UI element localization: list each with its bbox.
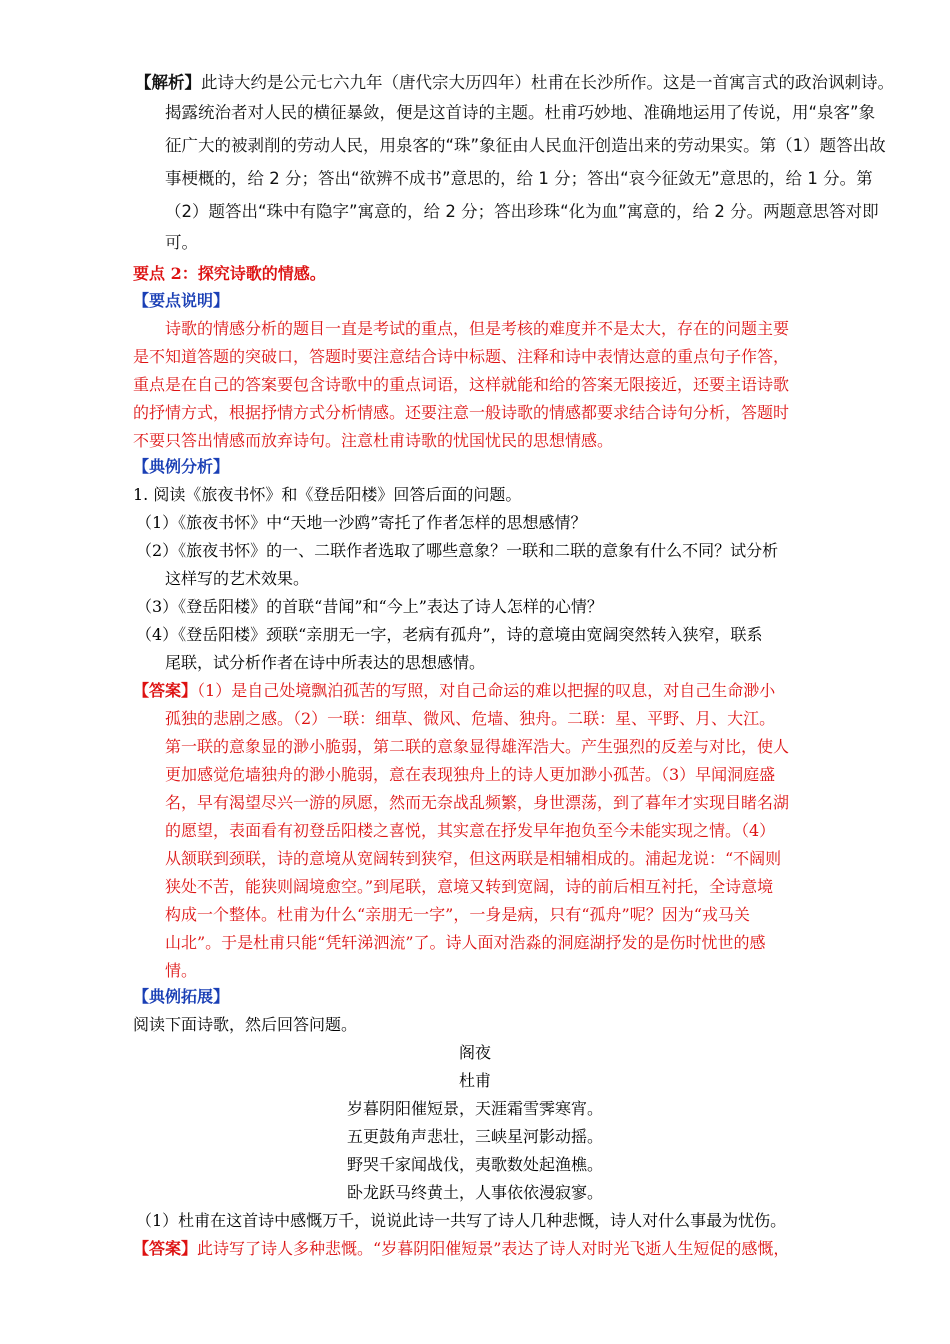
question-intro: 1. 阅读《旅夜书怀》和《登岳阳楼》回答后面的问题。	[133, 485, 522, 504]
question-4-line-1: （4）《登岳阳楼》颈联“亲朋无一字，老病有孤舟”，诗的意境由宽阔突然转入狭窄，联系	[136, 625, 763, 644]
shuoming-line-2: 是不知道答题的突破口，答题时要注意结合诗中标题、注释和诗中表情达意的重点句子作答，	[133, 347, 790, 366]
tuozhan-intro: 阅读下面诗歌，然后回答问题。	[133, 1015, 358, 1034]
answer-line-1: 【答案】（1）是自己处境飘泊孤苦的写照，对自己命运的难以把握的叹息，对自己生命渺小	[133, 681, 776, 700]
answer-tag: 【答案】	[133, 681, 198, 700]
answer-line-6: 的愿望，表面看有初登岳阳楼之喜悦，其实意在抒发早年抱负至今未能实现之情。（4）	[165, 821, 776, 840]
answer-line-3: 第一联的意象显的渺小脆弱，第二联的意象显得雄浑浩大。产生强烈的反差与对比，使人	[165, 737, 790, 756]
question-2-line-1: （2）《旅夜书怀》的一、二联作者选取了哪些意象？一联和二联的意象有什么不同？试分析	[136, 541, 779, 560]
jiexi-line-5: （2）题答出“珠中有隐字”寓意的，给 2 分；答出珍珠“化为血”寓意的，给 2 分。两题意思答对即	[165, 202, 879, 221]
question-4-line-2: 尾联，试分析作者在诗中所表达的思想感情。	[165, 653, 486, 672]
shuoming-line-1: 诗歌的情感分析的题目一直是考试的重点，但是考核的难度并不是太大，存在的问题主要	[165, 319, 790, 338]
answer-line-4: 更加感觉危墙独舟的渺小脆弱，意在表现独舟上的诗人更加渺小孤苦。（3）早闻洞庭盛	[165, 765, 776, 784]
answer-line-11: 情。	[165, 961, 198, 980]
question-2-line-2: 这样写的艺术效果。	[165, 569, 310, 588]
yaodian-shuoming-tag: 【要点说明】	[133, 291, 230, 310]
section-heading-yaodian2: 要点 2：探究诗歌的情感。	[133, 264, 326, 283]
answer-line-8: 狭处不苦，能狭则阔境愈空。”到尾联，意境又转到宽阔，诗的前后相互衬托，全诗意境	[165, 877, 774, 896]
jiexi-line-1: 【解析】此诗大约是公元七六九年（唐代宗大历四年）杜甫在长沙所作。这是一首寓言式的政治讽刺诗。	[135, 73, 894, 92]
poem-line-2: 五更鼓角声悲壮，三峡星河影动摇。	[346, 1127, 603, 1146]
tuozhan-question-1: （1）杜甫在这首诗中感慨万千，说说此诗一共写了诗人几种悲慨，诗人对什么事最为忧伤。	[136, 1211, 787, 1230]
answer-line-9: 构成一个整体。杜甫为什么“亲朋无一字”，一身是病，只有“孤舟”呢？因为“戎马关	[165, 905, 750, 924]
tuozhan-answer-tag: 【答案】	[133, 1239, 198, 1258]
answer-line-5: 名，早有渴望尽兴一游的夙愿，然而无奈战乱频繁，身世漂荡，到了暮年才实现目睹名湖	[165, 793, 790, 812]
poem-author: 杜甫	[458, 1071, 491, 1090]
poem-line-1: 岁暮阴阳催短景，天涯霜雪霁寒宵。	[346, 1099, 603, 1118]
shuoming-line-3: 重点是在自己的答案要包含诗歌中的重点词语，这样就能和给的答案无限接近，还要主语诗歌	[133, 375, 790, 394]
poem-title: 阁夜	[458, 1043, 491, 1062]
tuozhan-answer-line-1: 【答案】此诗写了诗人多种悲慨。“岁暮阴阳催短景”表达了诗人对时光飞逝人生短促的感慨，	[133, 1239, 790, 1258]
jiexi-line-3: 征广大的被剥削的劳动人民，用泉客的“珠”象征由人民血汗创造出来的劳动果实。第（1）题答出故	[165, 136, 886, 155]
jiexi-tag: 【解析】	[135, 73, 201, 92]
poem-line-3: 野哭千家闻战伐，夷歌数处起渔樵。	[346, 1155, 603, 1174]
shuoming-line-5: 不要只答出情感而放弃诗句。注意杜甫诗歌的忧国忧民的思想情感。	[133, 431, 614, 450]
dianli-tuozhan-tag: 【典例拓展】	[133, 987, 230, 1006]
question-1: （1）《旅夜书怀》中“天地一沙鸥”寄托了作者怎样的思想感情？	[136, 513, 587, 532]
jiexi-line-6: 可。	[165, 233, 198, 252]
poem-line-4: 卧龙跃马终黄土，人事依依漫寂寥。	[346, 1183, 603, 1202]
dianli-fenxi-tag: 【典例分析】	[133, 457, 230, 476]
jiexi-line-2: 揭露统治者对人民的横征暴敛，便是这首诗的主题。杜甫巧妙地、准确地运用了传说，用“泉客”象	[165, 103, 876, 122]
answer-line-7: 从颔联到颈联，诗的意境从宽阔转到狭窄，但这两联是相辅相成的。浦起龙说：“不阔则	[165, 849, 782, 868]
answer-line-10: 山北”。于是杜甫只能“凭轩涕泗流”了。诗人面对浩淼的洞庭湖抒发的是伤时忧世的感	[165, 933, 766, 952]
shuoming-line-4: 的抒情方式，根据抒情方式分析情感。还要注意一般诗歌的情感都要求结合诗句分析，答题时	[133, 403, 790, 422]
question-3: （3）《登岳阳楼》的首联“昔闻”和“今上”表达了诗人怎样的心情？	[136, 597, 603, 616]
jiexi-line-4: 事梗概的，给 2 分；答出“欲辨不成书”意思的，给 1 分；答出“哀今征敛无”意思的，给 1 分。第	[165, 169, 873, 188]
answer-line-2: 孤独的悲剧之感。（2）一联：细草、微风、危墙、独舟。二联：星、平野、月、大江。	[165, 709, 776, 728]
